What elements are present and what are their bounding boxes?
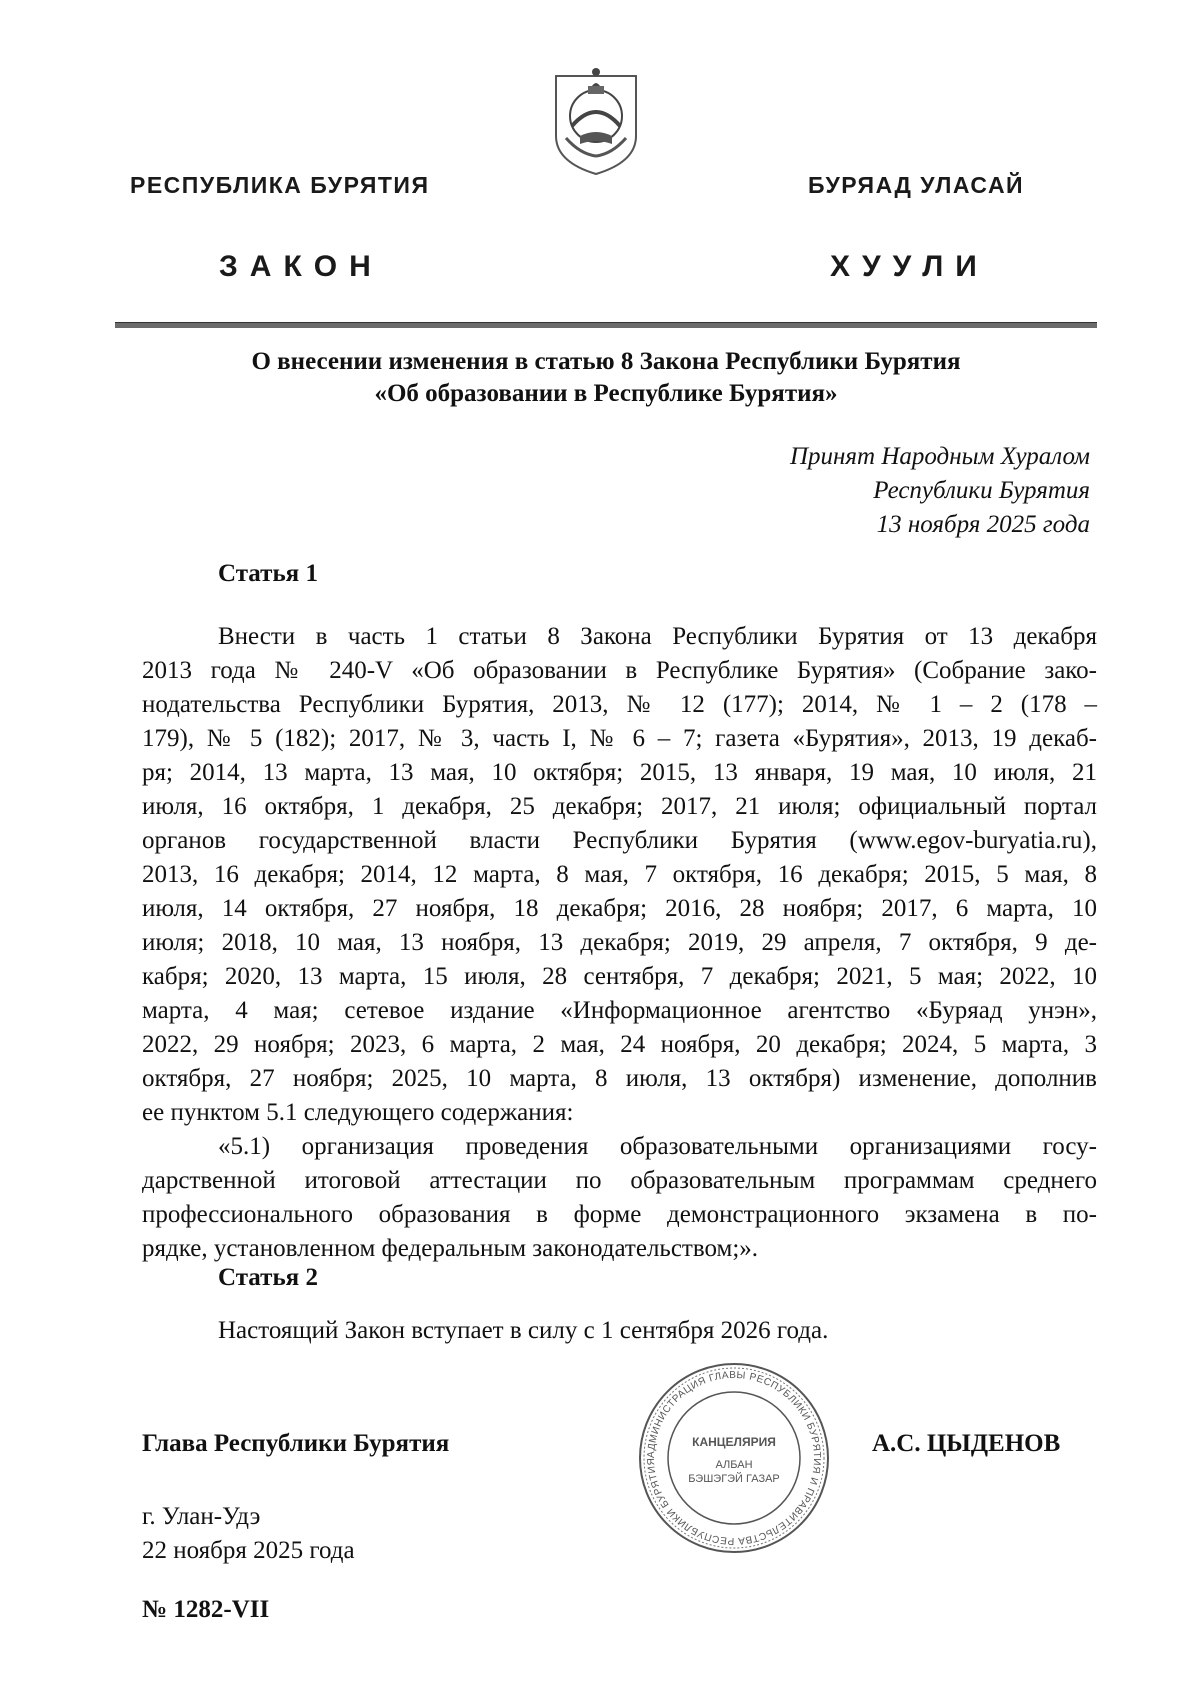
- law-title-line: О внесении изменения в статью 8 Закона Республики Бурятия: [251, 348, 961, 375]
- signatory-position: Глава Республики Бурятия: [142, 1430, 450, 1457]
- header-left-title: РЕСПУБЛИКА БУРЯТИЯ: [130, 172, 430, 198]
- header-divider: [115, 322, 1097, 328]
- article-2-heading: Статья 2: [218, 1264, 318, 1291]
- seal-line-2: АЛБАН: [715, 1459, 753, 1471]
- article-1-heading: Статья 1: [218, 560, 318, 587]
- signing-date: 22 ноября 2025 года: [142, 1537, 355, 1564]
- signatory-name: А.С. ЦЫДЕНОВ: [872, 1430, 1061, 1457]
- text-line: рядке, установленном федеральным законодательством;».: [142, 1235, 759, 1262]
- signing-city: г. Улан-Удэ: [142, 1503, 261, 1530]
- law-title-line: «Об образовании в Республике Бурятия»: [374, 380, 838, 407]
- text-line: октября, 27 ноября; 2025, 10 марта, 8 июля, 13 октября) изменение, дополнив: [142, 1065, 1097, 1092]
- coat-of-arms-icon: [550, 58, 642, 178]
- text-line: 179), № 5 (182); 2017, № 3, часть I, № 6 – 7; газета «Бурятия», 2013, 19 декаб-: [142, 725, 1097, 752]
- place-and-date: [142, 1500, 355, 1568]
- seal-outer-text: АДМИНИСТРАЦИЯ ГЛАВЫ РЕСПУБЛИКИ БУРЯТИЯ И ПРАВИТЕЛЬСТВА РЕСПУБЛИКИ БУРЯТИЯ: [645, 1369, 823, 1547]
- doc-type-russian: ЗАКОН: [219, 250, 383, 283]
- text-line: марта, 4 мая; сетевое издание «Информационное агентство «Буряад унэн»,: [142, 997, 1097, 1024]
- article-2-body: [142, 1314, 1097, 1348]
- text-line: Внести в часть 1 статьи 8 Закона Республики Бурятия от 13 декабря: [218, 623, 1097, 650]
- text-line: кабря; 2020, 13 марта, 15 июля, 28 сентября, 7 декабря; 2021, 5 мая; 2022, 10: [142, 963, 1097, 990]
- text-line: нодательства Республики Бурятия, 2013, № 12 (177); 2014, № 1 – 2 (178 –: [142, 691, 1097, 718]
- doc-type-buryat: ХУУЛИ: [830, 250, 989, 283]
- seal-line-1: КАНЦЕЛЯРИЯ: [692, 1435, 776, 1449]
- article-1-body: [142, 620, 1097, 1266]
- official-seal-icon: [636, 1360, 832, 1556]
- header-right-title: БУРЯАД УЛАСАЙ: [808, 172, 1025, 198]
- adoption-date: 13 ноября 2025 года: [876, 511, 1090, 538]
- text-line: 2013, 16 декабря; 2014, 12 марта, 8 мая, 7 октября, 16 декабря; 2015, 5 мая, 8: [142, 861, 1097, 888]
- text-line: органов государственной власти Республики Бурятия (www.egov-buryatia.ru),: [142, 827, 1097, 854]
- text-line: июля, 16 октября, 1 декабря, 25 декабря; 2017, 21 июля; официальный портал: [142, 793, 1097, 820]
- text-line: «5.1) организация проведения образовательными организациями госу-: [218, 1133, 1097, 1160]
- seal-line-3: БЭШЭГЭЙ ГАЗАР: [688, 1473, 780, 1485]
- text-line: дарственной итоговой аттестации по образовательным программам среднего: [142, 1167, 1097, 1194]
- law-title: [115, 346, 1097, 410]
- text-line: профессионального образования в форме демонстрационного экзамена в по-: [142, 1201, 1097, 1228]
- text-line: июля, 14 октября, 27 ноября, 18 декабря; 2016, 28 ноября; 2017, 6 марта, 10: [142, 895, 1097, 922]
- text-line: Настоящий Закон вступает в силу с 1 сентября 2026 года.: [218, 1317, 829, 1344]
- law-number: № 1282-VII: [142, 1596, 270, 1623]
- svg-text:АДМИНИСТРАЦИЯ ГЛАВЫ РЕСПУБЛИКИ: [646, 1370, 822, 1546]
- adoption-line: Принят Народным Хуралом: [789, 443, 1090, 470]
- adoption-note: [790, 440, 1090, 542]
- text-line: ее пунктом 5.1 следующего содержания:: [142, 1099, 574, 1126]
- text-line: июля; 2018, 10 мая, 13 ноября, 13 декабря; 2019, 29 апреля, 7 октября, 9 де-: [142, 929, 1097, 956]
- text-line: ря; 2014, 13 марта, 13 мая, 10 октября; 2015, 13 января, 19 мая, 10 июля, 21: [142, 759, 1097, 786]
- text-line: 2013 года № 240-V «Об образовании в Республике Бурятия» (Собрание зако-: [142, 657, 1097, 684]
- text-line: 2022, 29 ноября; 2023, 6 марта, 2 мая, 24 ноября, 20 декабря; 2024, 5 марта, 3: [142, 1031, 1097, 1058]
- adoption-line: Республики Бурятия: [873, 477, 1090, 504]
